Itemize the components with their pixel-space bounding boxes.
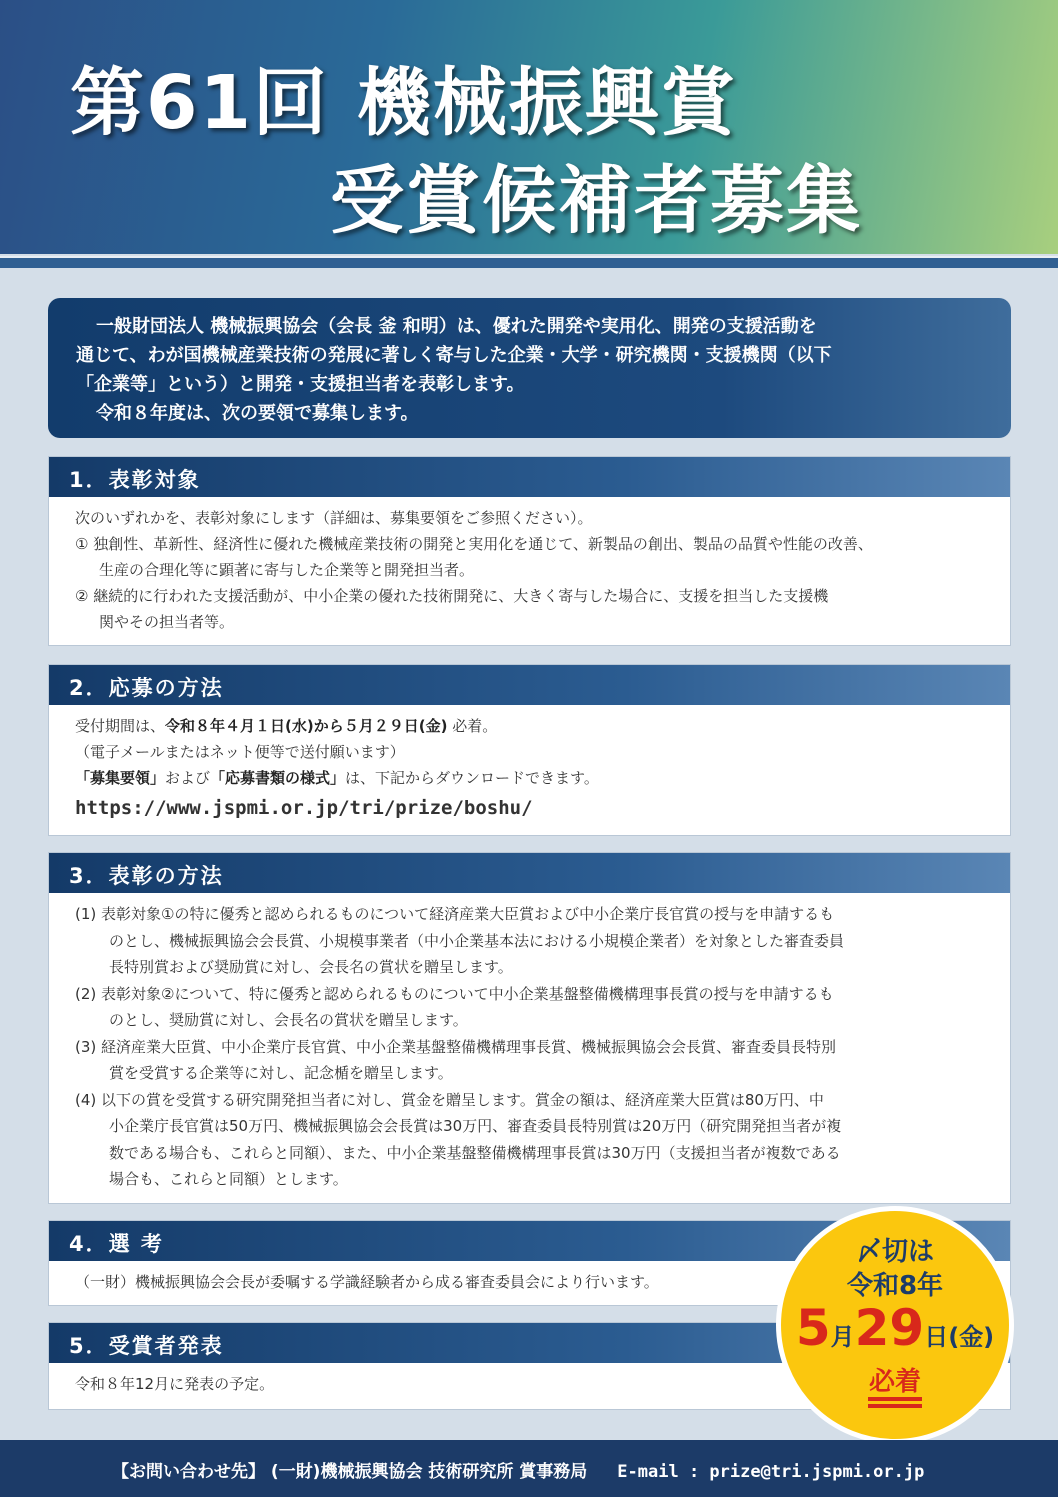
- intro-line: 「企業等」という）と開発・支援担当者を表彰します。: [76, 374, 525, 395]
- section-text: (4) 以下の賞を受賞する研究開発担当者に対し、賞金を贈呈します。賞金の額は、経済産業大臣賞は80万円、中: [75, 1090, 824, 1109]
- guidelines-label: 「募集要領」: [75, 769, 166, 787]
- month-unit: 月: [830, 1323, 855, 1351]
- deadline-label: 〆切は: [855, 1237, 934, 1267]
- section-text: (1) 表彰対象①の特に優秀と認められるものについて経済産業大臣賞および中小企業庁長官賞の授与を申請するも: [75, 905, 835, 923]
- title-line-2: 受賞候補者募集: [330, 158, 862, 244]
- download-url-link[interactable]: https://www.jspmi.or.jp/tri/prize/boshu/: [75, 797, 533, 819]
- contact-text: 【お問い合わせ先】 (一財)機械振興協会 技術研究所 賞事務局: [112, 1462, 588, 1482]
- section-text: ② 継続的に行われた支援活動が、中小企業の優れた技術開発に、大きく寄与した場合に、支援を担当した支援機: [75, 587, 829, 605]
- section-text: 令和８年12月に発表の予定。: [75, 1375, 275, 1393]
- section-text: （電子メールまたはネット便等で送付願います）: [75, 743, 405, 761]
- intro-box: [48, 298, 1011, 438]
- section-text: (3) 経済産業大臣賞、中小企業庁長官賞、中小企業基盤整備機構理事長賞、機械振興協会会長賞、審査委員長特別: [75, 1037, 837, 1056]
- deadline-year: 令和8年: [846, 1271, 944, 1301]
- deadline-month: 5: [795, 1299, 831, 1357]
- section-heading: 4．選 考: [49, 1221, 1010, 1261]
- section-text: のとし、奨励賞に対し、会長名の賞状を贈呈します。: [109, 1011, 468, 1029]
- section-text: 生産の合理化等に顕著に寄与した企業等と開発担当者。: [99, 561, 475, 579]
- section-text: 小企業庁長官賞は50万円、機械振興協会会長賞は30万円、審査委員長特別賞は20万円（研究開発担当者が複: [109, 1117, 842, 1135]
- section-body: [49, 705, 1010, 821]
- must-underline: [868, 1397, 922, 1401]
- section-text: 長特別賞および奨励賞に対し、会長名の賞状を贈呈します。: [109, 958, 513, 976]
- header-divider: [0, 256, 1058, 268]
- section-text: 数である場合も、これらと同額）、また、中小企業基盤整備機構理事長賞は30万円（支援担当者が複数である: [109, 1143, 841, 1162]
- section-text: (2) 表彰対象②について、特に優秀と認められるものについて中小企業基盤整備機構理事長賞の授与を申請するも: [75, 984, 834, 1003]
- title-line-1: 第61回 機械振興賞: [70, 60, 737, 146]
- and-text: および: [165, 769, 211, 787]
- section-text: ① 独創性、革新性、経済性に優れた機械産業技術の開発と実用化を通じて、新製品の創出、製品の品質や性能の改善、: [75, 535, 873, 553]
- section-heading: 1．表彰対象: [49, 457, 1010, 497]
- period-dates: 令和８年４月１日(水)から５月２９日(金): [165, 717, 448, 735]
- forms-label: 「応募書類の様式」: [210, 769, 346, 787]
- contact-email-link[interactable]: E-mail : prize@tri.jspmi.or.jp: [617, 1462, 925, 1482]
- section-application-method: [48, 664, 1011, 836]
- deadline-weekday: (金): [948, 1323, 995, 1351]
- section-text: のとし、機械振興協会会長賞、小規模事業者（中小企業基本法における小規模企業者）を対象とした審査委員: [109, 931, 845, 950]
- period-suffix: 必着。: [447, 717, 498, 735]
- must-arrive-text: 必着: [868, 1367, 921, 1397]
- section-heading: 5．受賞者発表: [49, 1323, 1010, 1363]
- section-text: （一財）機械振興協会会長が委嘱する学識経験者から成る審査委員会により行います。: [75, 1273, 659, 1291]
- section-text: [75, 765, 986, 791]
- contact-footer: [0, 1440, 1058, 1497]
- intro-line: 通じて、わが国機械産業技術の発展に著しく寄与した企業・大学・研究機関・支援機関（以下: [76, 345, 832, 366]
- deadline-badge: [776, 1206, 1014, 1444]
- section-text: 賞を受賞する企業等に対し、記念楯を贈呈します。: [109, 1064, 453, 1082]
- section-text: 関やその担当者等。: [99, 613, 235, 631]
- period-prefix: 受付期間は、: [75, 717, 166, 735]
- section-heading: 2．応募の方法: [49, 665, 1010, 705]
- download-text: は、下記からダウンロードできます。: [345, 769, 599, 787]
- section-award-method: [48, 852, 1011, 1204]
- intro-line: 一般財団法人 機械振興協会（会長 釜 和明）は、優れた開発や実用化、開発の支援活動を: [96, 316, 817, 337]
- section-text: 次のいずれかを、表彰対象にします（詳細は、募集要領をご参照ください）。: [75, 509, 593, 527]
- deadline-date: [781, 1299, 1009, 1357]
- section-body: [49, 497, 1010, 635]
- section-text: [75, 713, 986, 739]
- day-unit: 日: [924, 1323, 949, 1351]
- must-underline: [868, 1404, 922, 1408]
- section-award-target: [48, 456, 1011, 646]
- section-heading: 3．表彰の方法: [49, 853, 1010, 893]
- deadline-day: 29: [854, 1299, 925, 1357]
- intro-line: 令和８年度は、次の要領で募集します。: [96, 403, 419, 424]
- section-body: [49, 893, 1010, 1193]
- section-text: 場合も、これらと同額）とします。: [109, 1170, 348, 1188]
